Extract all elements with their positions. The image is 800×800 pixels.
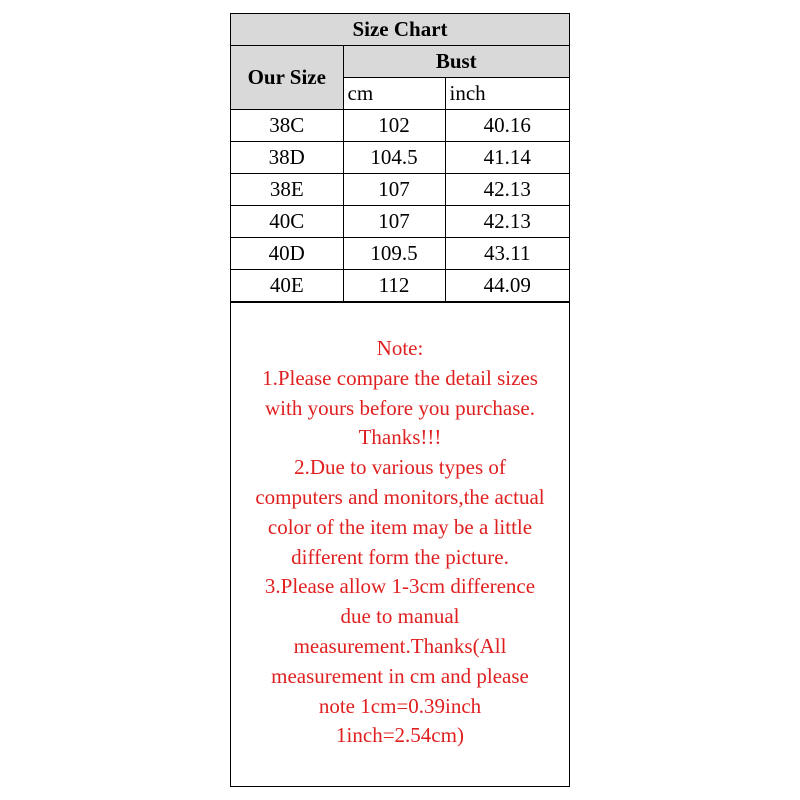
note-line: measurement in cm and please <box>271 663 529 688</box>
size-cell: 38D <box>231 142 343 174</box>
size-cell: 38C <box>231 110 343 142</box>
header-row <box>231 46 569 78</box>
size-cell: 40D <box>231 238 343 270</box>
chart-title: Size Chart <box>231 14 569 46</box>
inch-cell: 43.11 <box>445 238 569 270</box>
size-chart <box>230 13 570 787</box>
bust-header: Bust <box>343 46 569 78</box>
note-line: due to manual <box>340 604 460 629</box>
note-line: 2.Due to various types of <box>294 455 506 480</box>
inch-cell: 42.13 <box>445 174 569 206</box>
note-line: measurement.Thanks(All <box>293 633 507 658</box>
size-cell: 40C <box>231 206 343 238</box>
cm-header: cm <box>343 78 445 110</box>
inch-header: inch <box>445 78 569 110</box>
size-table <box>231 14 569 302</box>
inch-cell: 42.13 <box>445 206 569 238</box>
note-line: 3.Please allow 1-3cm difference <box>264 574 536 599</box>
table-row <box>231 110 569 142</box>
size-cell: 38E <box>231 174 343 206</box>
note-line: 1.Please compare the detail sizes <box>262 365 538 390</box>
size-cell: 40E <box>231 270 343 302</box>
inch-cell: 41.14 <box>445 142 569 174</box>
cm-cell: 104.5 <box>343 142 445 174</box>
note-line: computers and monitors,the actual <box>255 484 545 509</box>
inch-cell: 44.09 <box>445 270 569 302</box>
note-heading: Note: <box>376 336 424 360</box>
cm-cell: 107 <box>343 174 445 206</box>
cm-cell: 102 <box>343 110 445 142</box>
table-row <box>231 206 569 238</box>
title-row <box>231 14 569 46</box>
our-size-header: Our Size <box>231 46 343 110</box>
note-section <box>231 302 569 792</box>
table-row <box>231 270 569 302</box>
note-line: 1inch=2.54cm) <box>336 723 464 748</box>
cm-cell: 112 <box>343 270 445 302</box>
table-row <box>231 142 569 174</box>
inch-cell: 40.16 <box>445 110 569 142</box>
table-row <box>231 174 569 206</box>
note-line: color of the item may be a little <box>267 514 533 539</box>
cm-cell: 107 <box>343 206 445 238</box>
note-line: note 1cm=0.39inch <box>318 693 482 718</box>
note-line: Thanks!!! <box>358 425 442 450</box>
note-line: with yours before you purchase. <box>264 395 535 420</box>
note-line: different form the picture. <box>291 544 509 569</box>
cm-cell: 109.5 <box>343 238 445 270</box>
table-row <box>231 238 569 270</box>
